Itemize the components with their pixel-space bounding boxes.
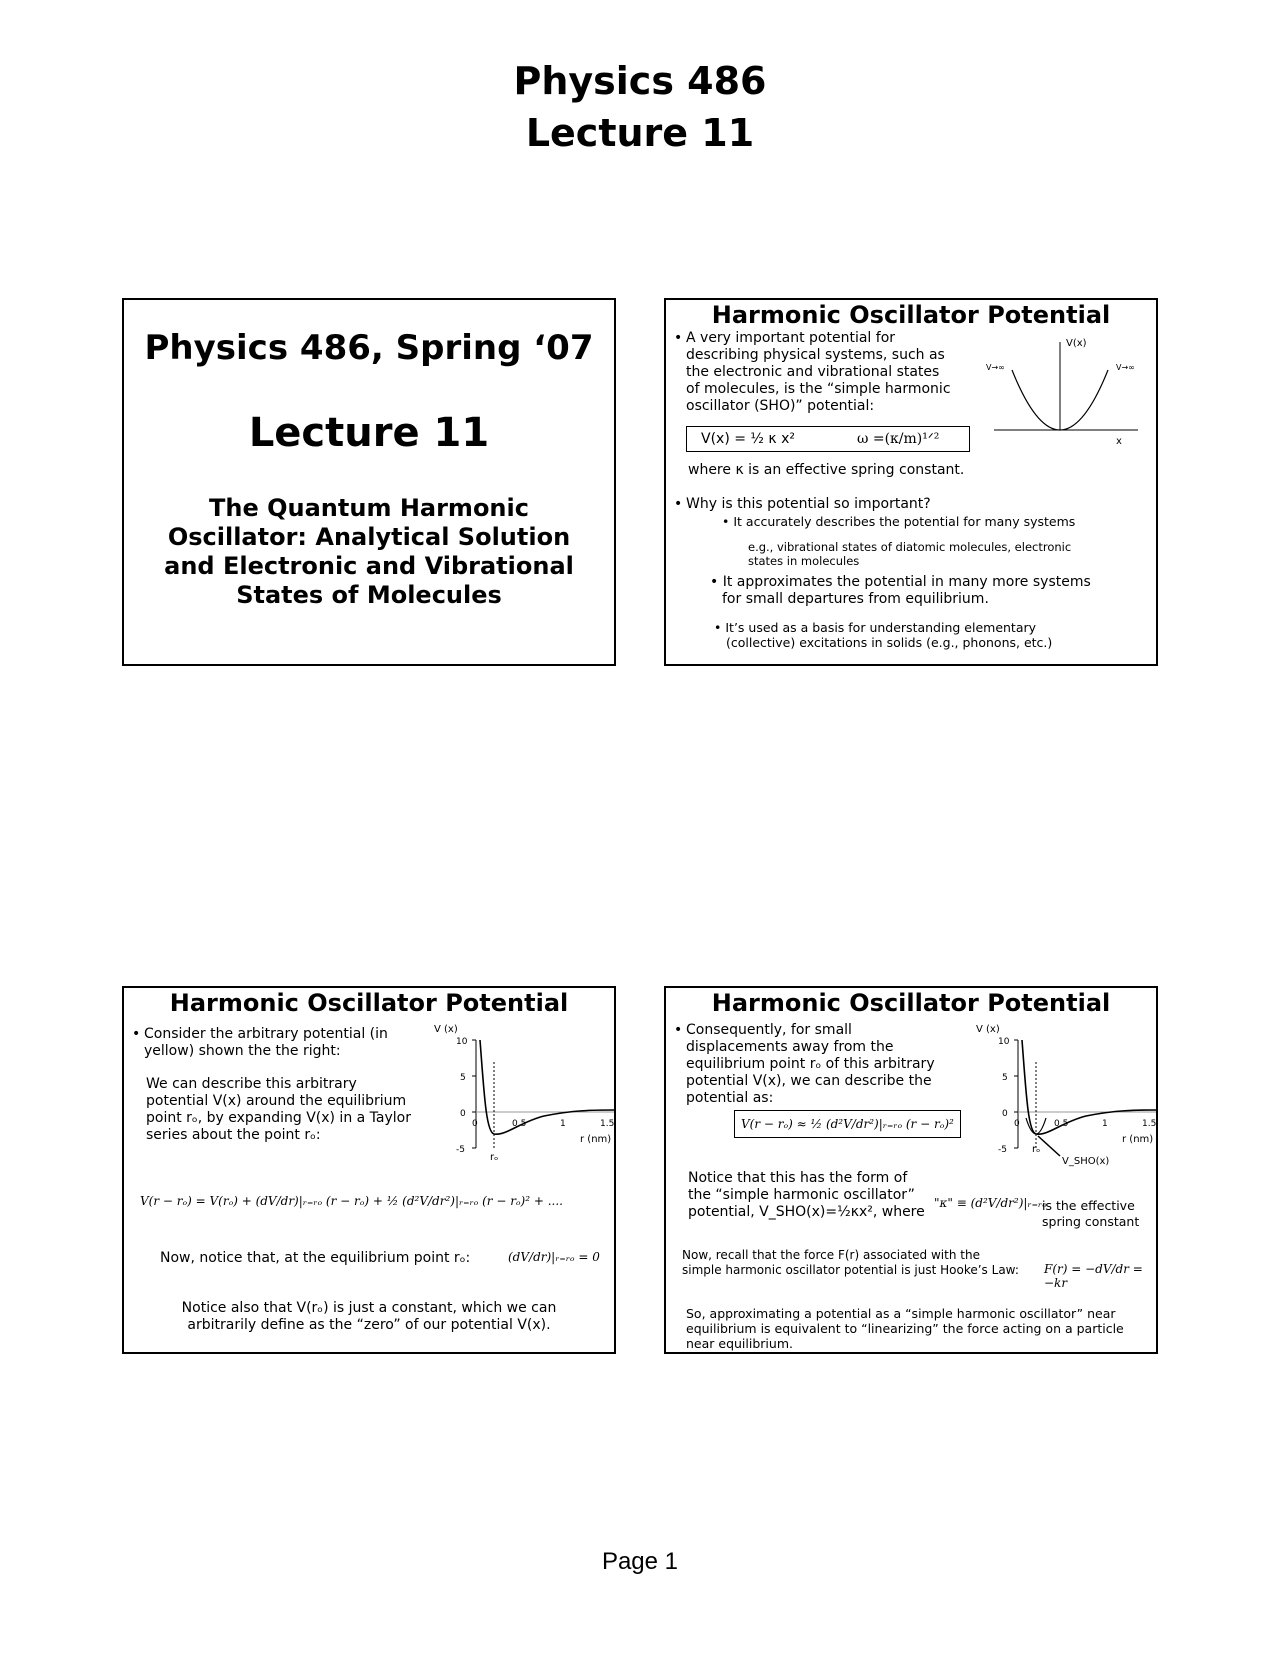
text-line: point rₒ, by expanding V(x) in a Taylor — [146, 1110, 411, 1126]
ytick-10: 10 — [998, 1037, 1010, 1047]
xtick-1.5: 1.5 — [1142, 1119, 1157, 1129]
text-line: arbitrarily define as the “zero” of our potential V(x). — [187, 1317, 551, 1333]
text-line: Notice that this has the form of — [688, 1170, 908, 1186]
slide2-sub2: • It approximates the potential in many more systems for small departures from equilibrium. — [710, 574, 1091, 607]
xtick-0: 0 — [1014, 1119, 1020, 1129]
equilibrium-formula: (dV/dr)|ᵣ₌ᵣₒ = 0 — [508, 1250, 600, 1264]
xtick-1.5: 1.5 — [600, 1119, 615, 1129]
text-line: the electronic and vibrational states — [686, 364, 940, 380]
ytick-5: 5 — [1002, 1073, 1008, 1083]
potential-sho-graph — [976, 1022, 1158, 1172]
graph-left-label: V→∞ — [986, 363, 1005, 372]
text-line: of molecules, is the “simple harmonic — [686, 381, 951, 397]
slide2-bullet1 — [686, 330, 996, 415]
formula-omega: ω =(κ/m)¹ᐟ² — [857, 431, 940, 447]
subtitle-line: Oscillator: Analytical Solution — [167, 523, 571, 551]
slide-sho-approximation — [664, 986, 1158, 1354]
slide4-recall — [682, 1248, 1019, 1278]
text-line: is the effective — [1042, 1198, 1135, 1213]
ytick-neg5: -5 — [456, 1145, 465, 1155]
graph-xlabel: r (nm) — [580, 1134, 612, 1145]
kappa-definition: "κ" ≡ (d²V/dr²)|ᵣ₌ᵣₒ — [934, 1196, 1047, 1210]
potential-curve — [1022, 1040, 1156, 1134]
slide3-now-text: Now, notice that, at the equilibrium point rₒ: — [160, 1250, 471, 1266]
slide3-para — [146, 1076, 436, 1144]
ytick-5: 5 — [460, 1073, 466, 1083]
text-line: potential as: — [686, 1090, 774, 1106]
graph-ylabel: V(x) — [1066, 338, 1087, 349]
graph-ylabel: V (x) — [976, 1024, 1000, 1035]
document-title-line1: Physics 486 — [513, 59, 767, 103]
taylor-series-formula: V(r − rₒ) = V(rₒ) + (dV/dr)|ᵣ₌ᵣₒ (r − rₒ) + ½ (d²V/dr²)|ᵣ₌ᵣₒ (r − rₒ)² + .... — [140, 1194, 563, 1208]
text-line: displacements away from the — [686, 1039, 894, 1055]
text-line: Notice also that V(rₒ) is just a constant, which we can — [181, 1300, 557, 1316]
r0-marker: rₒ — [1032, 1144, 1041, 1155]
text-line: e.g., vibrational states of diatomic molecules, electronic — [748, 540, 1072, 554]
text-line: • A very important potential for — [686, 330, 896, 346]
text-line: It accurately describes the potential for many systems — [733, 514, 1076, 529]
text-line: (collective) excitations in solids (e.g., phonons, etc.) — [726, 635, 1053, 650]
potential-graph — [434, 1022, 616, 1162]
slide4-bullet1 — [686, 1022, 976, 1107]
text-line: potential, V_SHO(x)=½κx², where — [688, 1204, 925, 1220]
text-line: yellow) shown the the right: — [144, 1043, 341, 1059]
sho-pointer-line — [1038, 1136, 1060, 1156]
ytick-0: 0 — [1002, 1109, 1008, 1119]
formula-v: V(x) = ½ κ x² — [701, 431, 796, 447]
subtitle-line: and Electronic and Vibrational — [164, 552, 574, 580]
text-line: We can describe this arbitrary — [146, 1076, 357, 1092]
slide3-heading: Harmonic Oscillator Potential — [169, 989, 569, 1017]
graph-right-label: V→∞ — [1116, 363, 1135, 372]
slide4-notice — [688, 1170, 948, 1221]
graph-ylabel: V (x) — [434, 1024, 458, 1035]
text-line: near equilibrium. — [686, 1336, 793, 1351]
text-line: • Consider the arbitrary potential (in — [144, 1026, 388, 1042]
subtitle-line: The Quantum Harmonic — [209, 494, 529, 522]
sho-approx-formula-box: V(r − rₒ) ≈ ½ (d²V/dr²)|ᵣ₌ᵣₒ (r − rₒ)² — [734, 1110, 961, 1138]
sho-formula-box — [686, 426, 970, 452]
text-line: • Consequently, for small — [686, 1022, 852, 1038]
r0-marker: rₒ — [490, 1152, 499, 1163]
slide2-where: where κ is an effective spring constant. — [688, 462, 965, 478]
xtick-1: 1 — [560, 1119, 566, 1129]
page-number: Page 1 — [601, 1548, 679, 1575]
text-line: So, approximating a potential as a “simple harmonic oscillator” near — [686, 1306, 1116, 1321]
sho-curve-label: V_SHO(x) — [1062, 1156, 1110, 1167]
text-line: the “simple harmonic oscillator” — [688, 1187, 915, 1203]
text-line: spring constant — [1042, 1214, 1140, 1229]
slide2-heading: Harmonic Oscillator Potential — [711, 301, 1111, 329]
text-line: It’s used as a basis for understanding elementary — [725, 620, 1037, 635]
slide-title — [122, 298, 616, 666]
text-line: oscillator (SHO)” potential: — [686, 398, 875, 414]
text-line: equilibrium is equivalent to “linearizing” the force acting on a particle — [686, 1321, 1124, 1336]
text-line: for small departures from equilibrium. — [722, 591, 989, 607]
text-line: potential V(x), we can describe the — [686, 1073, 932, 1089]
xtick-1: 1 — [1102, 1119, 1108, 1129]
slide3-bullet1 — [144, 1026, 434, 1060]
slide2-bullet2: • Why is this potential so important? — [686, 496, 931, 513]
slide4-heading: Harmonic Oscillator Potential — [711, 989, 1111, 1017]
potential-curve — [480, 1040, 614, 1134]
slide3-notice — [124, 1300, 614, 1334]
slide2-sub3: • It’s used as a basis for understanding elementary (collective) excitations in solids (e.g., phonons, etc.) — [714, 620, 1053, 650]
graph-xlabel: r (nm) — [1122, 1134, 1154, 1145]
text-line: describing physical systems, such as — [686, 347, 945, 363]
text-line: simple harmonic oscillator potential is just Hooke’s Law: — [682, 1263, 1019, 1277]
slide2-sub1: • It accurately describes the potential for many systems — [722, 514, 1076, 529]
subtitle-line: States of Molecules — [236, 581, 502, 609]
xtick-0: 0 — [472, 1119, 478, 1129]
slide1-course-title: Physics 486, Spring ‘07 — [144, 328, 594, 368]
ytick-0: 0 — [460, 1109, 466, 1119]
slide1-subtitle — [124, 494, 614, 610]
sho-parabola-graph — [988, 330, 1152, 450]
text-line: Now, recall that the force F(r) associated with the — [682, 1248, 980, 1262]
graph-xlabel: x — [1116, 436, 1122, 447]
xtick-0.5: 0.5 — [1054, 1119, 1069, 1129]
document-title-line2: Lecture 11 — [525, 111, 755, 155]
xtick-0.5: 0.5 — [512, 1119, 527, 1129]
kappa-note — [1042, 1198, 1139, 1230]
slide-sho-potential — [664, 298, 1158, 666]
ytick-10: 10 — [456, 1037, 468, 1047]
hookes-law-formula: F(r) = −dV/dr = −kr — [1044, 1262, 1143, 1290]
slide4-conclusion — [686, 1306, 1124, 1351]
ytick-neg5: -5 — [998, 1145, 1007, 1155]
text-line: states in molecules — [748, 554, 860, 568]
text-line: It approximates the potential in many more systems — [722, 574, 1091, 590]
text-line: potential V(x) around the equilibrium — [146, 1093, 407, 1109]
text-line: equilibrium point rₒ of this arbitrary — [686, 1056, 935, 1072]
slide2-sub1-example — [748, 540, 1071, 568]
slide-taylor-expansion — [122, 986, 616, 1354]
text-line: series about the point rₒ: — [146, 1127, 321, 1143]
slide1-lecture-title: Lecture 11 — [248, 410, 490, 456]
